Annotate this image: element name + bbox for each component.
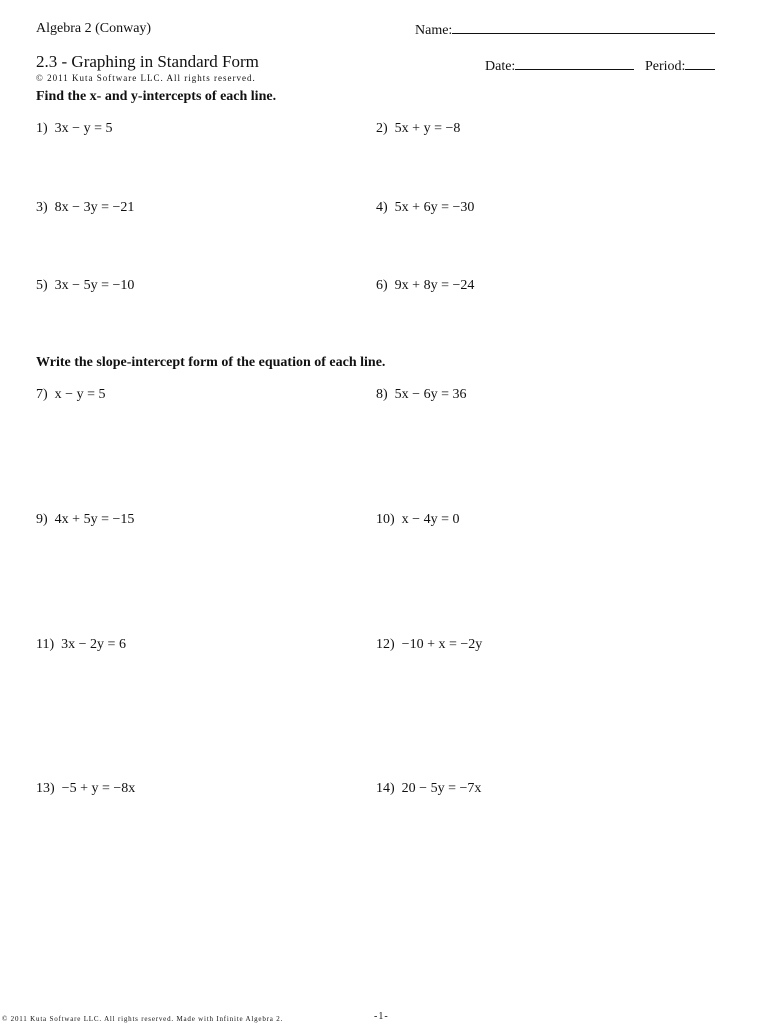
- problem-12: [376, 637, 482, 653]
- problem-8: [376, 387, 466, 403]
- problem-equation: x − y = 5: [54, 387, 106, 402]
- worksheet-title: 2.3 - Graphing in Standard Form: [36, 52, 259, 71]
- footer-copyright: © 2011 Kuta Software LLC. All rights reserved. Made with Infinite Algebra 2.: [2, 1015, 284, 1023]
- problem-number: 10): [376, 512, 395, 527]
- problem-13: [36, 781, 135, 797]
- period-blank[interactable]: [685, 57, 715, 70]
- problem-number: 7): [36, 387, 48, 402]
- period-field: [645, 57, 715, 75]
- problem-4: [376, 200, 474, 216]
- name-label: Name:: [415, 23, 453, 38]
- problem-equation: x − 4y = 0: [401, 512, 460, 527]
- problem-equation: 9x + 8y = −24: [394, 278, 475, 293]
- section2-instruction: Write the slope-intercept form of the equation of each line.: [36, 355, 386, 370]
- problem-3: [36, 200, 134, 216]
- course-name: Algebra 2 (Conway): [36, 21, 152, 36]
- problem-equation: 3x − y = 5: [54, 121, 113, 136]
- problem-10: [376, 512, 459, 528]
- problem-5: [36, 278, 134, 294]
- problem-equation: −5 + y = −8x: [61, 781, 136, 796]
- problem-9: [36, 512, 134, 528]
- date-label: Date:: [485, 59, 516, 74]
- problem-equation: 3x − 2y = 6: [61, 637, 126, 652]
- problem-number: 3): [36, 200, 48, 215]
- problem-number: 1): [36, 121, 48, 136]
- problem-equation: 5x + 6y = −30: [394, 200, 475, 215]
- problem-equation: 8x − 3y = −21: [54, 200, 135, 215]
- problem-number: 2): [376, 121, 388, 136]
- problem-14: [376, 781, 481, 797]
- section1-instruction: Find the x- and y-intercepts of each line.: [36, 89, 277, 104]
- problem-equation: 5x − 6y = 36: [394, 387, 467, 402]
- problem-number: 14): [376, 781, 395, 796]
- problem-11: [36, 637, 126, 653]
- problem-number: 5): [36, 278, 48, 293]
- problem-7: [36, 387, 105, 403]
- problem-equation: 4x + 5y = −15: [54, 512, 135, 527]
- problem-number: 9): [36, 512, 48, 527]
- problem-6: [376, 278, 474, 294]
- problem-1: [36, 121, 112, 137]
- problem-number: 11): [36, 637, 55, 652]
- problem-number: 13): [36, 781, 55, 796]
- name-field: [415, 21, 715, 39]
- problem-equation: 5x + y = −8: [394, 121, 461, 136]
- header-copyright: © 2011 Kuta Software LLC. All rights reserved.: [36, 73, 256, 83]
- period-label: Period:: [645, 59, 686, 74]
- problem-number: 4): [376, 200, 388, 215]
- page-number: -1-: [374, 1011, 389, 1022]
- problem-number: 8): [376, 387, 388, 402]
- date-field: [485, 57, 634, 75]
- problem-number: 12): [376, 637, 395, 652]
- problem-equation: 20 − 5y = −7x: [401, 781, 482, 796]
- problem-number: 6): [376, 278, 388, 293]
- problem-equation: 3x − 5y = −10: [54, 278, 135, 293]
- problem-2: [376, 121, 460, 137]
- date-blank[interactable]: [515, 57, 634, 70]
- problem-equation: −10 + x = −2y: [401, 637, 483, 652]
- name-blank[interactable]: [452, 21, 715, 34]
